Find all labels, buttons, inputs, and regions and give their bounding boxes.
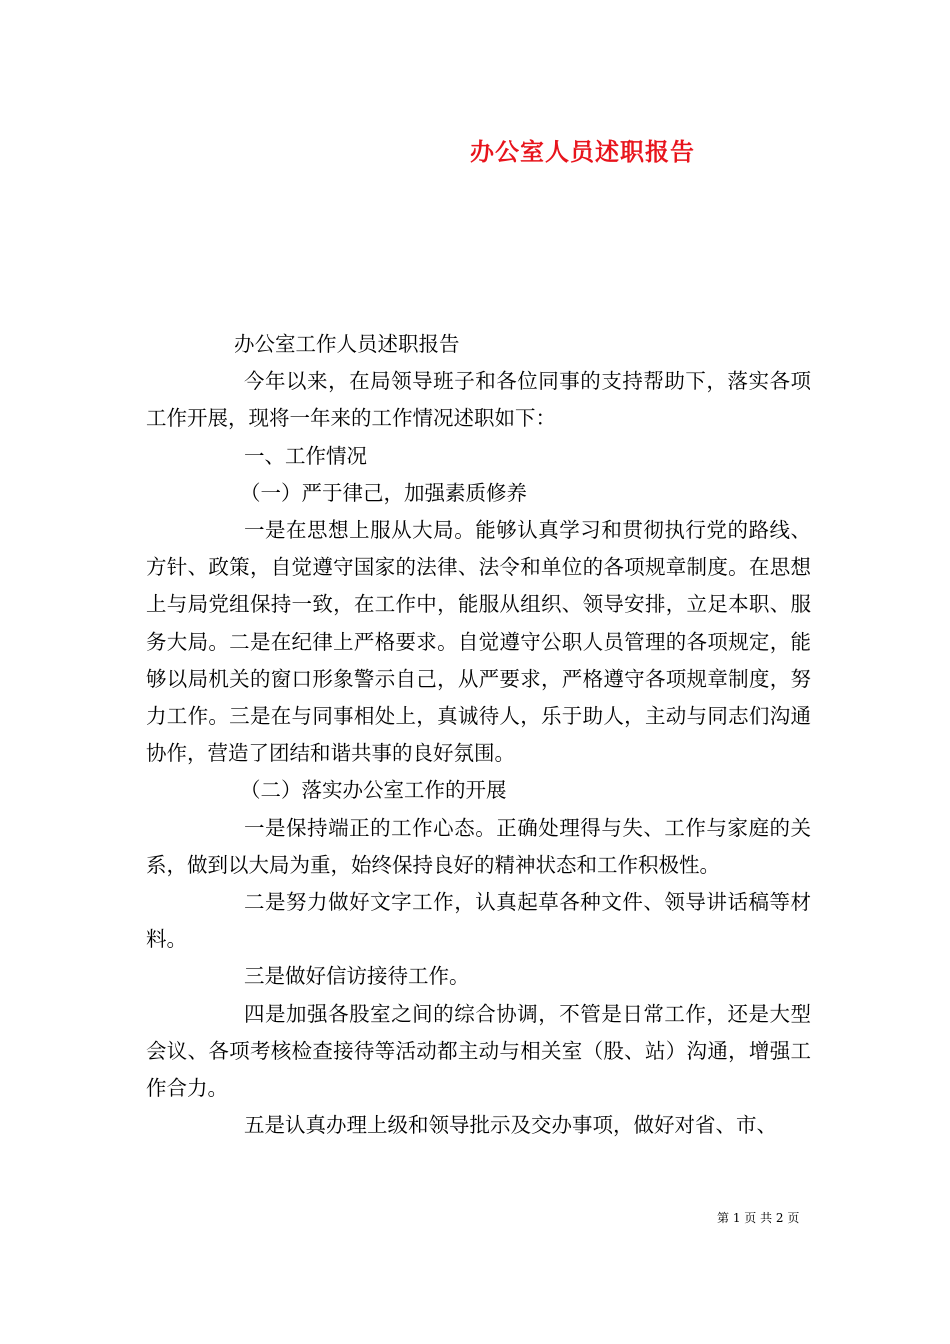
- paragraph-item-4: 四是加强各股室之间的综合协调，不管是日常工作，还是大型会议、各项考核检查接待等活动都主动与相关室（股、站）沟通，增强工作合力。: [146, 1001, 811, 1101]
- paragraph-item-2: 二是努力做好文字工作，认真起草各种文件、领导讲话稿等材料。: [146, 890, 811, 952]
- paragraph-self-discipline: 一是在思想上服从大局。能够认真学习和贯彻执行党的路线、方针、政策，自觉遵守国家的法律、法令和单位的各项规章制度。在思想上与局党组保持一致，在工作中，能服从组织、领导安排，立足本职、服务大局。二是在纪律上严格要求。自觉遵守公职人员管理的各项规定，能够以局机关的窗口形象警示自己，从严要求，严格遵守各项规章制度，努力工作。三是在与同事相处上，真诚待人，乐于助人，主动与同志们沟通协作，营造了团结和谐共事的良好氛围。: [146, 518, 811, 766]
- document-title: 办公室人员述职报告: [470, 137, 695, 166]
- document-body: [146, 326, 811, 1144]
- document-subtitle: 办公室工作人员述职报告: [234, 332, 460, 356]
- subsection-heading-self-discipline: （一）严于律己，加强素质修养: [240, 480, 527, 505]
- section-heading-work-status: 一、工作情况: [244, 443, 367, 468]
- page-number-footer: 第 1 页 共 2 页: [717, 1211, 800, 1225]
- paragraph-item-5: 五是认真办理上级和领导批示及交办事项，做好对省、市、: [244, 1113, 777, 1138]
- paragraph-item-1: 一是保持端正的工作心态。正确处理得与失、工作与家庭的关系，做到以大局为重，始终保持良好的精神状态和工作积极性。: [146, 815, 811, 877]
- subsection-heading-office-work: （二）落实办公室工作的开展: [240, 778, 507, 803]
- paragraph-intro: 今年以来，在局领导班子和各位同事的支持帮助下，落实各项工作开展，现将一年来的工作情况述职如下：: [146, 369, 811, 431]
- paragraph-item-3: 三是做好信访接待工作。: [244, 964, 470, 989]
